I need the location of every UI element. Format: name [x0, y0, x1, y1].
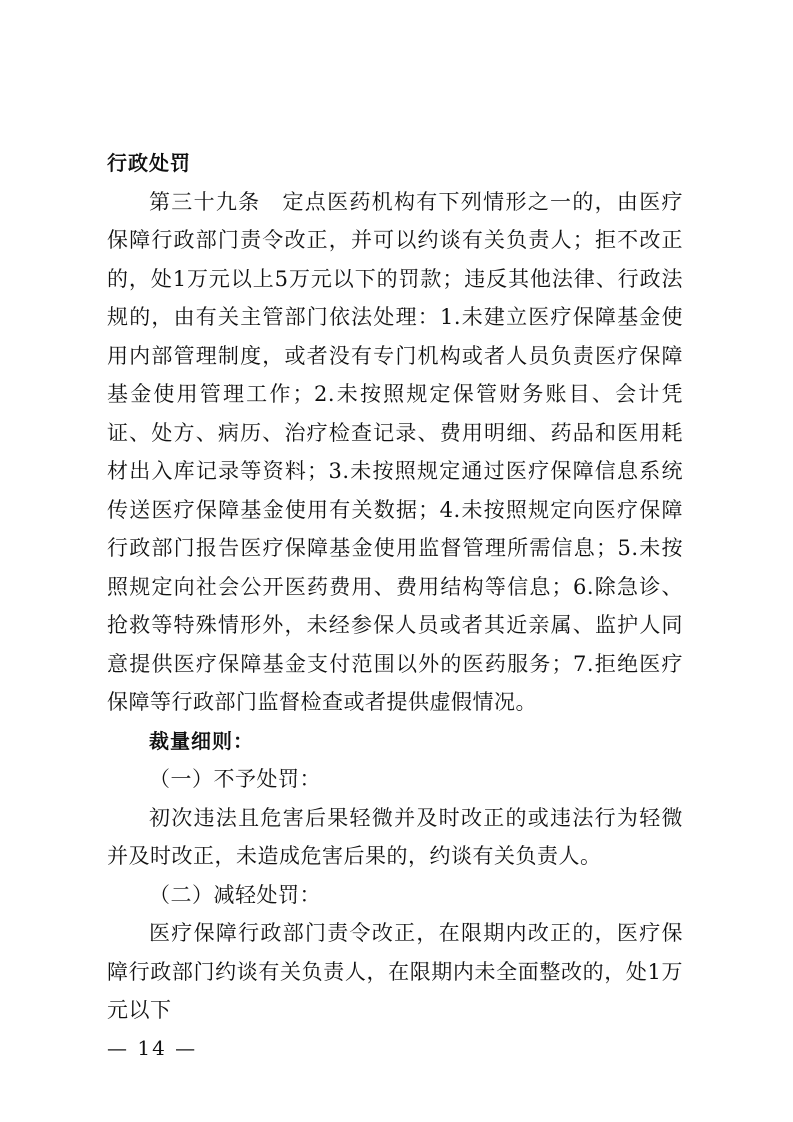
item-text-no-penalty: 初次违法且危害后果轻微并及时改正的或违法行为轻微并及时改正，未造成危害后果的，约谈有关负责人。 [107, 805, 683, 868]
article-number: 第三十九条 [149, 189, 261, 214]
item-heading-no-penalty: （一）不予处罚： [149, 767, 321, 791]
item-text-reduced-penalty: 医疗保障行政部门责令改正，在限期内改正的，医疗保障行政部门约谈有关负责人，在限期内未全面整改的，处1万元以下 [107, 921, 683, 1022]
section-heading: 行政处罚 [107, 151, 191, 175]
rules-heading: 裁量细则： [149, 728, 254, 753]
article-text: 定点医药机构有下列情形之一的，由医疗保障行政部门责令改正，并可以约谈有关负责人；拒不改正的，处1万元以上5万元以下的罚款；违反其他法律、行政法规的，由有关主管部门依法处理：1.未建立医疗保障基金使用内部管理制度，或者没有专门机构或者人员负责医疗保障基金使用管理工作；2.未按照规定保管财务账目、会计凭证、处方、病历、治疗检查记录、费用明细、药品和医用耗材出入库记录等资料；3.未按照规定通过医疗保障信息系统传送医疗保障基金使用有关数据；4.未按照规定向医疗保障行政部门报告医疗保障基金使用监督管理所需信息；5.未按照规定向社会公开医药费用、费用结构等信息；6.除急诊、抢救等特殊情形外，未经参保人员或者其近亲属、监护人同意提供医疗保障基金支付范围以外的医药服务；7.拒绝医疗保障等行政部门监督检查或者提供虚假情况。 [107, 189, 684, 714]
article-paragraph [107, 183, 683, 722]
item-heading-reduced-penalty: （二）减轻处罚： [149, 882, 321, 907]
page-number: — 14 — [107, 1036, 198, 1060]
document-body [107, 144, 683, 1030]
